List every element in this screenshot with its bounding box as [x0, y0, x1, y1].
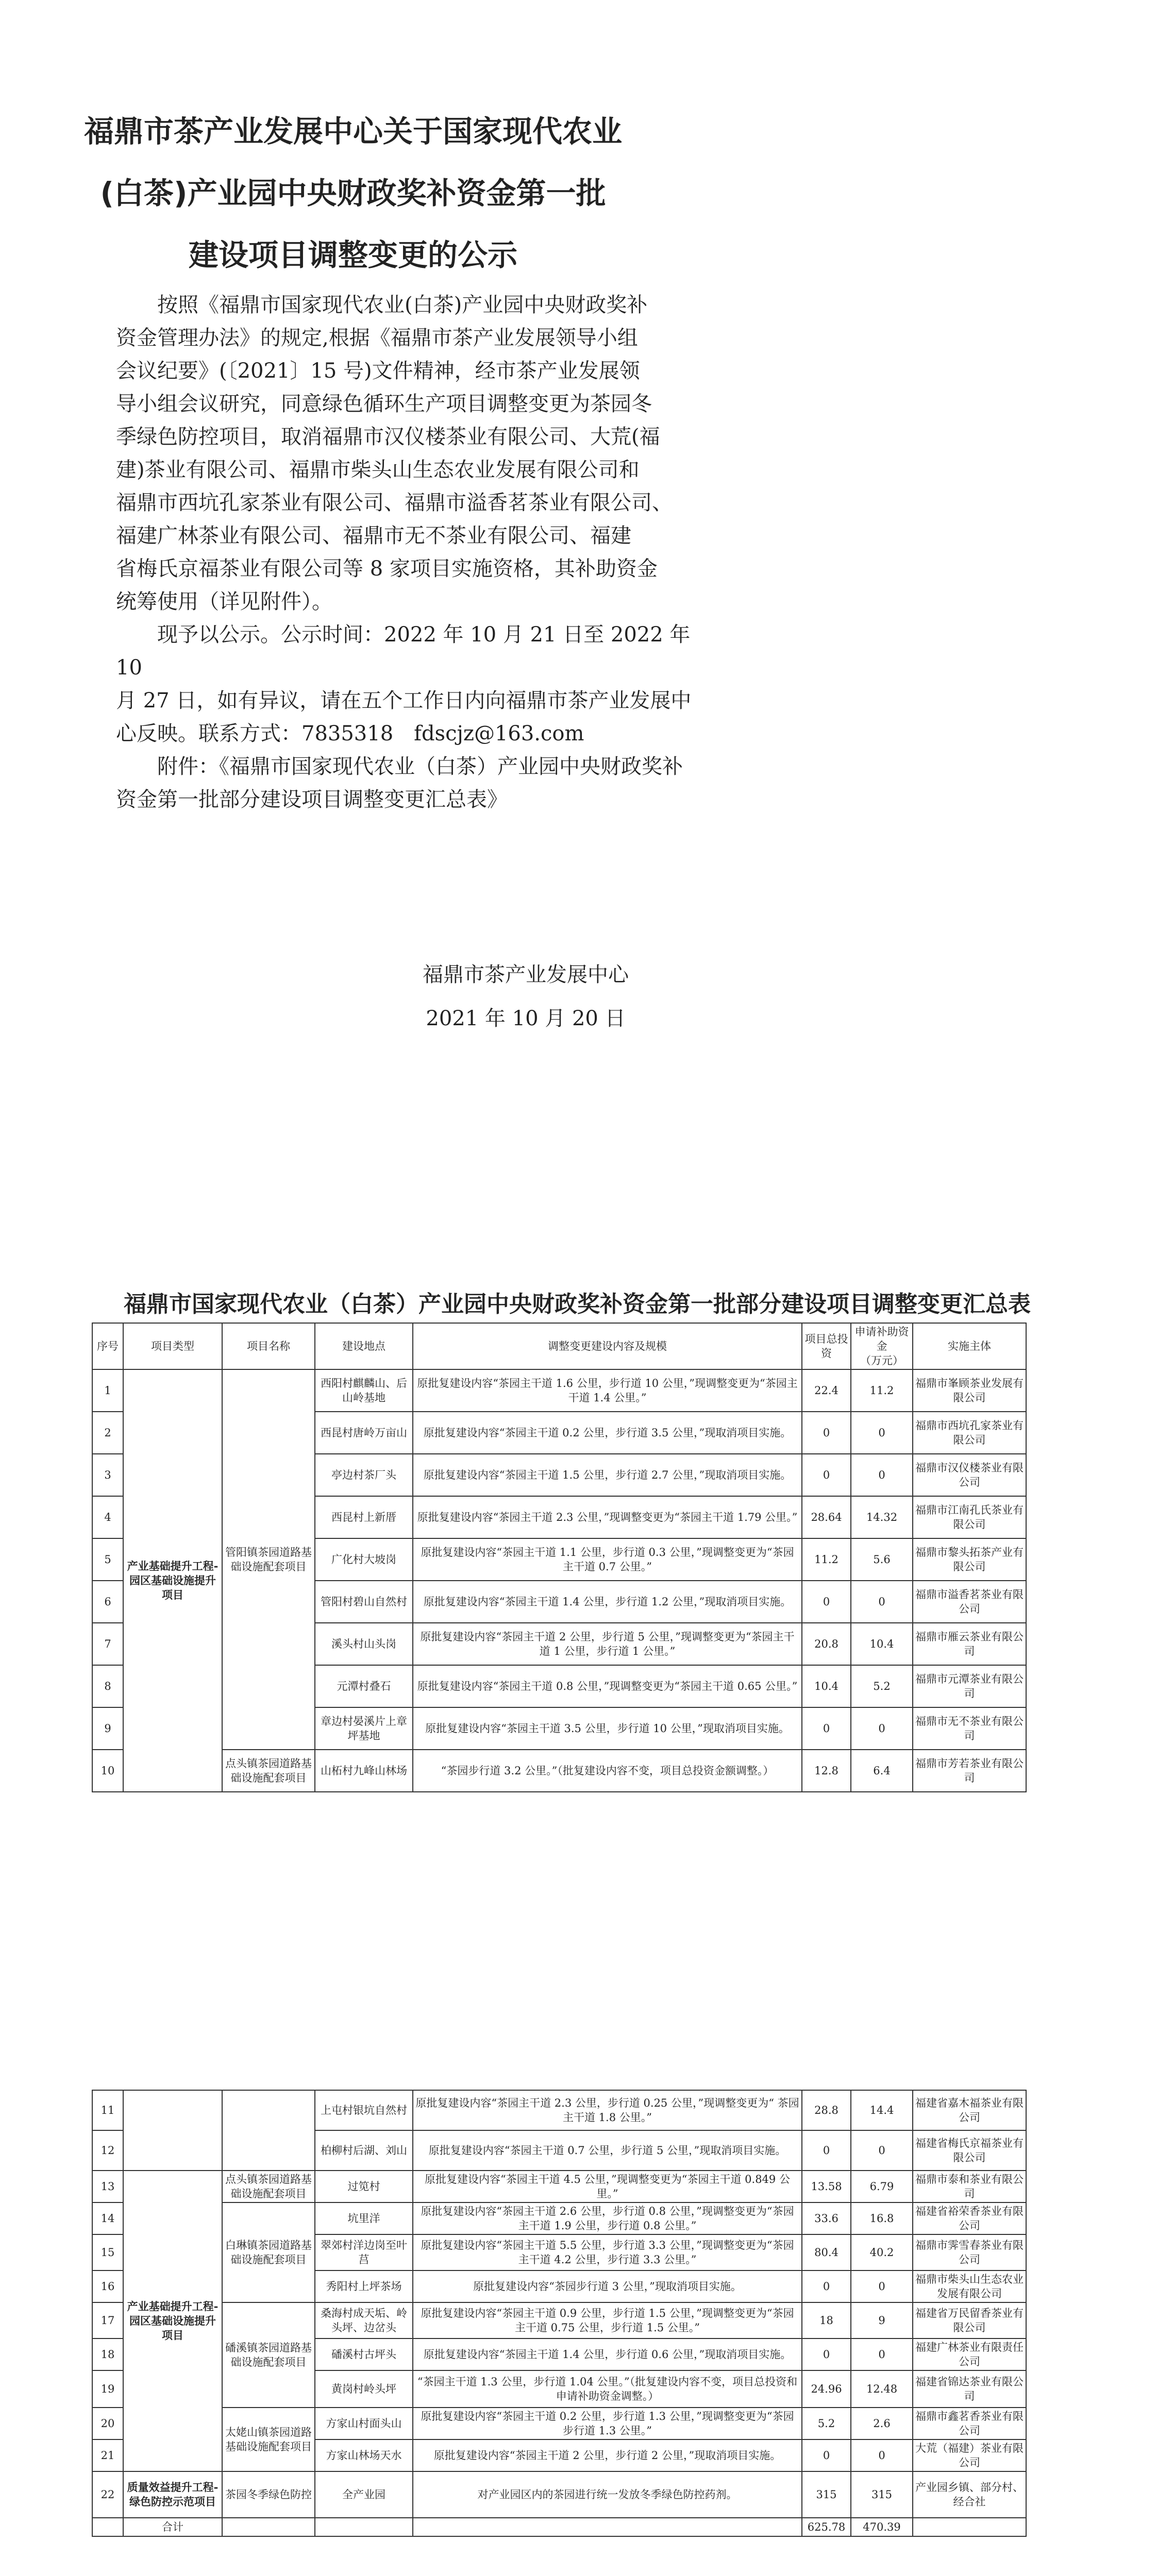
- cell-type: 产业基础提升工程-园区基础设施提升项目: [123, 1369, 222, 1792]
- summary-table-page-1: [92, 1323, 1027, 1792]
- text-line: 省梅氏京福茶业有限公司等 8 家项目实施资格，其补助资金: [116, 557, 658, 581]
- cell-invest: 315: [802, 2471, 851, 2518]
- cell-location: 黄岗村岭头坪: [315, 2370, 413, 2408]
- cell-name: 磻溪镇茶园道路基础设施配套项目: [222, 2302, 315, 2408]
- cell-empty: [413, 2518, 802, 2536]
- cell-name: [222, 2090, 315, 2171]
- cell-content: 原批复建设内容“茶园主干道 0.2 公里，步行道 1.3 公里，”现调整变更为“茶园步行道 1.3 公里。”: [413, 2408, 802, 2439]
- cell-entity: 福鼎市西坑孔家茶业有限公司: [913, 1412, 1026, 1454]
- cell-entity: 福建广林茶业有限责任公司: [913, 2338, 1026, 2370]
- cell-name: 茶园冬季绿色防控: [222, 2471, 315, 2518]
- cell-subsidy: 16.8: [851, 2202, 913, 2234]
- cell-location: 元潭村叠石: [315, 1665, 413, 1707]
- cell-seq: 18: [92, 2338, 123, 2370]
- cell-seq: 2: [92, 1412, 123, 1454]
- cell-content: 原批复建设内容“茶园主干道 1.4 公里，步行道 0.6 公里，”现取消项目实施。: [413, 2338, 802, 2370]
- cell-subsidy: 11.2: [851, 1369, 913, 1412]
- cell-subsidy: 0: [851, 1412, 913, 1454]
- cell-location: 管阳村碧山自然村: [315, 1581, 413, 1623]
- text-line: 心反映。联系方式：7835318 fdscjz@163.com: [116, 722, 584, 745]
- cell-content: 原批复建设内容“茶园主干道 0.9 公里，步行道 1.5 公里，”现调整变更为“茶园主干道 0.75 公里，步行道 1.5 公里。”: [413, 2302, 802, 2338]
- cell-invest: 24.96: [802, 2370, 851, 2408]
- notice-title: [82, 100, 624, 286]
- cell-seq: 17: [92, 2302, 123, 2338]
- cell-content: 原批复建设内容“茶园主干道 5.5 公里，步行道 3.3 公里，”现调整变更为“茶园主干道 4.2 公里，步行道 3.3 公里。”: [413, 2234, 802, 2270]
- cell-subsidy: 5.6: [851, 1538, 913, 1581]
- cell-entity: 福鼎市元潭茶业有限公司: [913, 1665, 1026, 1707]
- header-name: 项目名称: [222, 1323, 315, 1369]
- total-row: [92, 2518, 1026, 2536]
- cell-type: 质量效益提升工程-绿色防控示范项目: [123, 2471, 222, 2518]
- cell-content: 对产业园区内的茶园进行统一发放冬季绿色防控药剂。: [413, 2471, 802, 2518]
- cell-name: 点头镇茶园道路基础设施配套项目: [222, 2171, 315, 2202]
- cell-content: 原批复建设内容“茶园主干道 0.2 公里，步行道 3.5 公里，”现取消项目实施。: [413, 1412, 802, 1454]
- total-invest: 625.78: [802, 2518, 851, 2536]
- cell-empty: [222, 2518, 315, 2536]
- paragraph-2: [116, 618, 722, 750]
- cell-location: 过笕村: [315, 2171, 413, 2202]
- signer: 福鼎市茶产业发展中心: [423, 963, 629, 987]
- cell-seq: 20: [92, 2408, 123, 2439]
- cell-entity: 福鼎市泰和茶业有限公司: [913, 2171, 1026, 2202]
- cell-entity: 福鼎市峯顾茶业发展有限公司: [913, 1369, 1026, 1412]
- table-title: 福鼎市国家现代农业（白茶）产业园中央财政奖补资金第一批部分建设项目调整变更汇总表: [124, 1291, 1031, 1317]
- notice-body: [116, 289, 722, 816]
- cell-subsidy: 0: [851, 2439, 913, 2471]
- header-content: 调整变更建设内容及规模: [413, 1323, 802, 1369]
- text-line: 资金第一批部分建设项目调整变更汇总表》: [116, 788, 508, 811]
- cell-content: 原批复建设内容“茶园主干道 2.3 公里，”现调整变更为“茶园主干道 1.79 公里。”: [413, 1496, 802, 1538]
- cell-seq: 13: [92, 2171, 123, 2202]
- cell-invest: 0: [802, 2130, 851, 2171]
- cell-empty: [315, 2518, 413, 2536]
- text-line: 资金管理办法》的规定,根据《福鼎市茶产业发展领导小组: [116, 326, 638, 350]
- notice-title-line: (白茶)产业园中央财政奖补资金第一批: [100, 176, 606, 211]
- cell-invest: 0: [802, 1454, 851, 1496]
- header-location: 建设地点: [315, 1323, 413, 1369]
- cell-invest: 20.8: [802, 1623, 851, 1665]
- cell-entity: 福建省梅氏京福茶业有限公司: [913, 2130, 1026, 2171]
- cell-invest: 0: [802, 2270, 851, 2302]
- cell-entity: 福鼎市溢香茗茶业有限公司: [913, 1581, 1026, 1623]
- summary-table-page-2: [92, 2090, 1027, 2537]
- cell-location: 柏柳村后湖、刘山: [315, 2130, 413, 2171]
- cell-invest: 33.6: [802, 2202, 851, 2234]
- cell-name: 白琳镇茶园道路基础设施配套项目: [222, 2202, 315, 2302]
- cell-invest: 0: [802, 2439, 851, 2471]
- notice-title-line: 福鼎市茶产业发展中心关于国家现代农业: [83, 114, 622, 149]
- cell-invest: 0: [802, 1581, 851, 1623]
- cell-invest: 10.4: [802, 1665, 851, 1707]
- cell-entity: 福鼎市鑫茗香茶业有限公司: [913, 2408, 1026, 2439]
- cell-content: 原批复建设内容“茶园主干道 4.5 公里，”现调整变更为“茶园主干道 0.849 公里。”: [413, 2171, 802, 2202]
- attachment-note: [116, 750, 722, 816]
- text-line: 导小组会议研究，同意绿色循环生产项目调整变更为茶园冬: [116, 392, 652, 416]
- cell-type: 产业基础提升工程-园区基础设施提升项目: [123, 2171, 222, 2471]
- cell-location: 西昆村唐岭万亩山: [315, 1412, 413, 1454]
- cell-subsidy: 0: [851, 2270, 913, 2302]
- cell-seq: 16: [92, 2270, 123, 2302]
- cell-invest: 28.64: [802, 1496, 851, 1538]
- cell-content: “茶园步行道 3.2 公里。”（批复建设内容不变，项目总投资金额调整。）: [413, 1750, 802, 1792]
- notice-title-line: 建设项目调整变更的公示: [188, 238, 517, 273]
- cell-seq: 5: [92, 1538, 123, 1581]
- cell-content: 原批复建设内容“茶园步行道 3 公里，”现取消项目实施。: [413, 2270, 802, 2302]
- cell-subsidy: 315: [851, 2471, 913, 2518]
- cell-seq: 11: [92, 2090, 123, 2130]
- cell-invest: 0: [802, 2338, 851, 2370]
- cell-invest: 80.4: [802, 2234, 851, 2270]
- cell-seq: 1: [92, 1369, 123, 1412]
- cell-location: 坑里洋: [315, 2202, 413, 2234]
- cell-invest: 28.8: [802, 2090, 851, 2130]
- cell-seq: 22: [92, 2471, 123, 2518]
- cell-subsidy: 5.2: [851, 1665, 913, 1707]
- table-header-row: [92, 1323, 1026, 1369]
- cell-invest: 18: [802, 2302, 851, 2338]
- cell-entity: 福建省嘉木福茶业有限公司: [913, 2090, 1026, 2130]
- total-label: 合计: [123, 2518, 222, 2536]
- text-line: 福鼎市西坑孔家茶业有限公司、福鼎市溢香茗茶业有限公司、: [116, 491, 673, 515]
- cell-entity: 福鼎市霁雪春茶业有限公司: [913, 2234, 1026, 2270]
- table-row: [92, 2171, 1026, 2202]
- cell-subsidy: 0: [851, 2130, 913, 2171]
- table-row: [92, 2302, 1026, 2338]
- cell-name: 太姥山镇茶园道路基础设施配套项目: [222, 2408, 315, 2471]
- header-entity: 实施主体: [913, 1323, 1026, 1369]
- cell-seq: 4: [92, 1496, 123, 1538]
- cell-content: “茶园主干道 1.3 公里，步行道 1.04 公里。”（批复建设内容不变，项目总投资和申请补助资金调整。）: [413, 2370, 802, 2408]
- cell-subsidy: 0: [851, 1454, 913, 1496]
- cell-subsidy: 14.4: [851, 2090, 913, 2130]
- cell-name: 点头镇茶园道路基础设施配套项目: [222, 1750, 315, 1792]
- text-line: 附件：《福鼎市国家现代农业（白茶）产业园中央财政奖补: [157, 755, 683, 778]
- cell-content: 原批复建设内容“茶园主干道 1.4 公里，步行道 1.2 公里，”现取消项目实施。: [413, 1581, 802, 1623]
- header-invest: 项目总投资: [802, 1323, 851, 1369]
- table-row: [92, 1750, 1026, 1792]
- cell-invest: 0: [802, 1412, 851, 1454]
- cell-seq: 12: [92, 2130, 123, 2171]
- text-line: 季绿色防控项目，取消福鼎市汉仪楼茶业有限公司、大荒(福: [116, 425, 660, 449]
- cell-seq: 21: [92, 2439, 123, 2471]
- header-subsidy: [851, 1323, 913, 1369]
- cell-entity: 福建省万民留香茶业有限公司: [913, 2302, 1026, 2338]
- cell-invest: 22.4: [802, 1369, 851, 1412]
- cell-seq: 14: [92, 2202, 123, 2234]
- cell-content: 原批复建设内容“茶园主干道 2 公里，步行道 2 公里，”现取消项目实施。: [413, 2439, 802, 2471]
- cell-location: 山柘村九峰山林场: [315, 1750, 413, 1792]
- table-row: [92, 2471, 1026, 2518]
- cell-content: 原批复建设内容“茶园主干道 1.5 公里，步行道 2.7 公里，”现取消项目实施。: [413, 1454, 802, 1496]
- cell-invest: 12.8: [802, 1750, 851, 1792]
- cell-seq: 6: [92, 1581, 123, 1623]
- cell-location: 方家山林场天水: [315, 2439, 413, 2471]
- header-subsidy-label: 申请补助资金: [854, 1326, 909, 1352]
- sign-date: 2021 年 10 月 20 日: [426, 1007, 626, 1030]
- cell-name: 管阳镇茶园道路基础设施配套项目: [222, 1369, 315, 1750]
- cell-content: 原批复建设内容“茶园主干道 2 公里，步行道 5 公里，”现调整变更为“茶园主干道 1 公里，步行道 1 公里。”: [413, 1623, 802, 1665]
- table-row: [92, 2408, 1026, 2439]
- cell-location: 方家山村面头山: [315, 2408, 413, 2439]
- cell-location: 翠郊村洋边岗至叶莒: [315, 2234, 413, 2270]
- cell-empty: [913, 2518, 1026, 2536]
- cell-entity: 福建省裕荣香茶业有限公司: [913, 2202, 1026, 2234]
- cell-invest: 5.2: [802, 2408, 851, 2439]
- cell-subsidy: 2.6: [851, 2408, 913, 2439]
- cell-entity: 福鼎市黎头拓茶产业有限公司: [913, 1538, 1026, 1581]
- total-subsidy: 470.39: [851, 2518, 913, 2536]
- cell-subsidy: 40.2: [851, 2234, 913, 2270]
- cell-location: 亭边村茶厂头: [315, 1454, 413, 1496]
- cell-seq: [92, 2518, 123, 2536]
- table-row: [92, 1369, 1026, 1412]
- header-seq: 序号: [92, 1323, 123, 1369]
- cell-location: 全产业园: [315, 2471, 413, 2518]
- cell-seq: 8: [92, 1665, 123, 1707]
- cell-entity: 福鼎市雁云茶业有限公司: [913, 1623, 1026, 1665]
- cell-invest: 11.2: [802, 1538, 851, 1581]
- cell-content: 原批复建设内容“茶园主干道 1.6 公里，步行道 10 公里，”现调整变更为“茶园主干道 1.4 公里。”: [413, 1369, 802, 1412]
- text-line: 现予以公示。公示时间：2022 年 10 月 21 日至 2022 年 10: [116, 623, 691, 680]
- cell-seq: 7: [92, 1623, 123, 1665]
- text-line: 月 27 日，如有异议，请在五个工作日内向福鼎市茶产业发展中: [116, 689, 692, 713]
- cell-location: 章边村晏溪片上章坪基地: [315, 1707, 413, 1750]
- cell-entity: 福鼎市无不茶业有限公司: [913, 1707, 1026, 1750]
- header-type: 项目类型: [123, 1323, 222, 1369]
- cell-content: 原批复建设内容“茶园主干道 0.7 公里，步行道 5 公里，”现取消项目实施。: [413, 2130, 802, 2171]
- cell-subsidy: 0: [851, 1707, 913, 1750]
- cell-subsidy: 0: [851, 1581, 913, 1623]
- header-unit: （万元）: [860, 1354, 903, 1367]
- cell-entity: 福建省锦达茶业有限公司: [913, 2370, 1026, 2408]
- cell-subsidy: 14.32: [851, 1496, 913, 1538]
- cell-seq: 10: [92, 1750, 123, 1792]
- paragraph-1: [116, 289, 722, 618]
- cell-seq: 15: [92, 2234, 123, 2270]
- cell-entity: 产业园乡镇、部分村、经合社: [913, 2471, 1026, 2518]
- cell-location: 磻溪村古坪头: [315, 2338, 413, 2370]
- cell-location: 秀阳村上坪茶场: [315, 2270, 413, 2302]
- cell-seq: 3: [92, 1454, 123, 1496]
- text-line: 建)茶业有限公司、福鼎市柴头山生态农业发展有限公司和: [116, 458, 640, 482]
- cell-subsidy: 0: [851, 2338, 913, 2370]
- cell-content: 原批复建设内容“茶园主干道 2.6 公里，步行道 0.8 公里，”现调整变更为“茶园主干道 1.9 公里，步行道 0.8 公里。”: [413, 2202, 802, 2234]
- cell-content: 原批复建设内容“茶园主干道 0.8 公里，”现调整变更为“茶园主干道 0.65 公里。”: [413, 1665, 802, 1707]
- cell-entity: 福鼎市柴头山生态农业发展有限公司: [913, 2270, 1026, 2302]
- cell-subsidy: 6.79: [851, 2171, 913, 2202]
- cell-location: 西昆村上新厝: [315, 1496, 413, 1538]
- cell-content: 原批复建设内容“茶园主干道 3.5 公里，步行道 10 公里，”现取消项目实施。: [413, 1707, 802, 1750]
- cell-invest: 0: [802, 1707, 851, 1750]
- text-line: 按照《福鼎市国家现代农业(白茶)产业园中央财政奖补: [157, 293, 648, 317]
- cell-subsidy: 12.48: [851, 2370, 913, 2408]
- cell-subsidy: 6.4: [851, 1750, 913, 1792]
- cell-content: 原批复建设内容“茶园主干道 2.3 公里，步行道 0.25 公里，”现调整变更为“ 茶园主干道 1.8 公里。”: [413, 2090, 802, 2130]
- cell-seq: 9: [92, 1707, 123, 1750]
- cell-seq: 19: [92, 2370, 123, 2408]
- table-row: [92, 2202, 1026, 2234]
- cell-subsidy: 9: [851, 2302, 913, 2338]
- cell-location: 桑海村成天垢、岭头坪、边岔头: [315, 2302, 413, 2338]
- cell-location: 西阳村麒麟山、后山岭基地: [315, 1369, 413, 1412]
- text-line: 福建广林茶业有限公司、福鼎市无不茶业有限公司、福建: [116, 524, 631, 548]
- cell-invest: 13.58: [802, 2171, 851, 2202]
- cell-entity: 大荒（福建）茶业有限公司: [913, 2439, 1026, 2471]
- cell-entity: 福鼎市江南孔氏茶业有限公司: [913, 1496, 1026, 1538]
- cell-entity: 福鼎市芳若茶业有限公司: [913, 1750, 1026, 1792]
- cell-location: 广化村大坡岗: [315, 1538, 413, 1581]
- text-line: 会议纪要》(〔2021〕15 号)文件精神，经市茶产业发展领: [116, 359, 640, 383]
- cell-content: 原批复建设内容“茶园主干道 1.1 公里，步行道 0.3 公里，”现调整变更为“茶园主干道 0.7 公里。”: [413, 1538, 802, 1581]
- cell-entity: 福鼎市汉仪楼茶业有限公司: [913, 1454, 1026, 1496]
- text-line: 统筹使用（详见附件）。: [116, 590, 332, 614]
- cell-subsidy: 10.4: [851, 1623, 913, 1665]
- cell-type: [123, 2090, 222, 2171]
- cell-location: 溪头村山头岗: [315, 1623, 413, 1665]
- cell-location: 上屯村银坑自然村: [315, 2090, 413, 2130]
- table-row: [92, 2090, 1026, 2130]
